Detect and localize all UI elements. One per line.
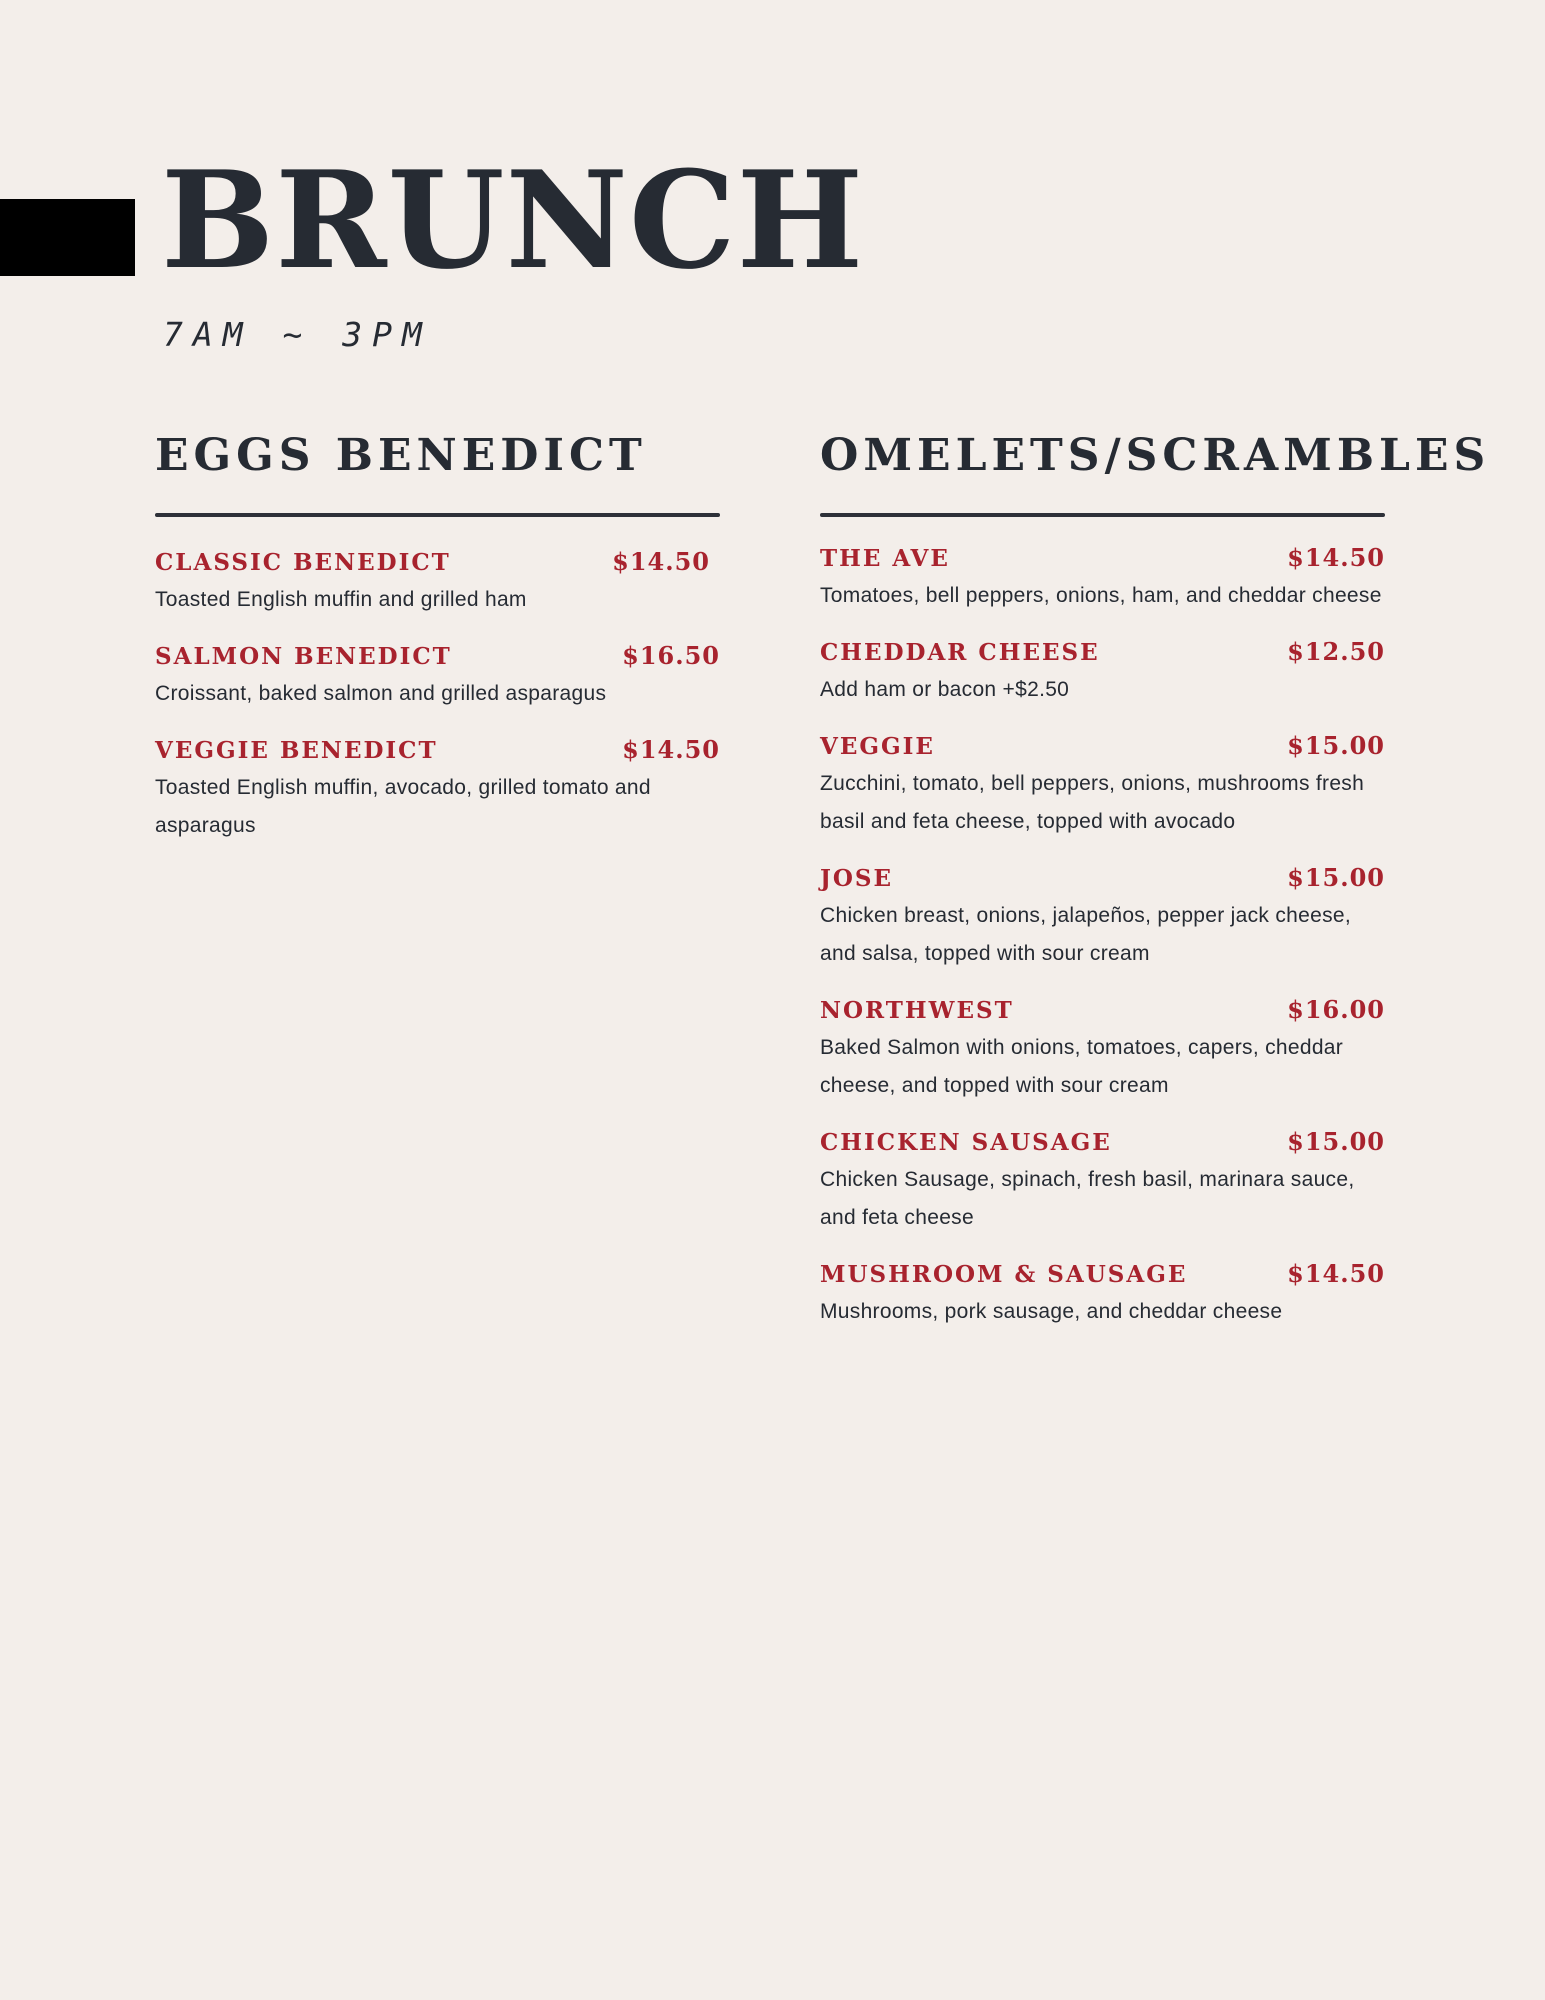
section-omelets-scrambles xyxy=(820,428,1491,1353)
item-price: $15.00 xyxy=(1287,731,1385,760)
item-description: Croissant, baked salmon and grilled asparagus xyxy=(155,682,607,705)
section-heading: EGGS BENEDICT xyxy=(155,430,647,481)
item-name: VEGGIE xyxy=(820,733,935,760)
item-price: $16.00 xyxy=(1287,995,1385,1024)
item-name: VEGGIE BENEDICT xyxy=(155,737,438,764)
item-description: Zucchini, tomato, bell peppers, onions, mushrooms fresh basil and feta cheese, topped with avocado xyxy=(820,772,1365,833)
menu-item xyxy=(155,641,720,713)
item-description: Baked Salmon with onions, tomatoes, capers, cheddar cheese, and topped with sour cream xyxy=(820,1036,1344,1097)
item-name: SALMON BENEDICT xyxy=(155,643,452,670)
item-price: $14.50 xyxy=(1287,543,1385,572)
item-name: CHICKEN SAUSAGE xyxy=(820,1129,1112,1156)
item-description: Add ham or bacon +$2.50 xyxy=(820,678,1070,701)
menu-item xyxy=(155,547,720,619)
menu-item xyxy=(155,735,720,845)
item-price: $15.00 xyxy=(1287,1127,1385,1156)
item-name: CHEDDAR CHEESE xyxy=(820,639,1100,666)
item-description: Mushrooms, pork sausage, and cheddar cheese xyxy=(820,1300,1283,1323)
menu-item xyxy=(820,1127,1385,1237)
menu-item xyxy=(820,995,1385,1105)
section-eggs-benedict xyxy=(155,428,720,867)
menu-item xyxy=(820,863,1385,973)
item-name: MUSHROOM & SAUSAGE xyxy=(820,1261,1188,1288)
item-price: $12.50 xyxy=(1287,637,1385,666)
item-name: CLASSIC BENEDICT xyxy=(155,549,451,576)
item-description: Toasted English muffin and grilled ham xyxy=(155,588,527,611)
item-price: $16.50 xyxy=(622,641,720,670)
item-description: Chicken Sausage, spinach, fresh basil, marinara sauce, and feta cheese xyxy=(820,1168,1355,1229)
menu-item xyxy=(820,637,1385,709)
item-description: Toasted English muffin, avocado, grilled tomato and asparagus xyxy=(155,776,651,837)
item-price: $14.50 xyxy=(622,735,720,764)
item-name: JOSE xyxy=(820,865,894,892)
item-price: $14.50 xyxy=(1287,1259,1385,1288)
menu-hours: 7AM ~ 3PM xyxy=(163,315,432,354)
section-divider xyxy=(820,513,1385,517)
section-heading: OMELETS/SCRAMBLES xyxy=(820,430,1491,481)
item-price: $14.50 xyxy=(612,547,710,576)
item-description: Chicken breast, onions, jalapeños, pepper jack cheese, and salsa, topped with sour cream xyxy=(820,904,1352,965)
menu-item xyxy=(820,543,1385,615)
menu-item xyxy=(820,1259,1385,1331)
decorative-black-block xyxy=(0,199,135,276)
item-price: $15.00 xyxy=(1287,863,1385,892)
menu-item xyxy=(820,731,1385,841)
item-name: NORTHWEST xyxy=(820,997,1014,1024)
item-description: Tomatoes, bell peppers, onions, ham, and cheddar cheese xyxy=(820,584,1382,607)
item-name: THE AVE xyxy=(820,545,950,572)
section-divider xyxy=(155,513,720,517)
menu-title: BRUNCH xyxy=(161,141,865,299)
